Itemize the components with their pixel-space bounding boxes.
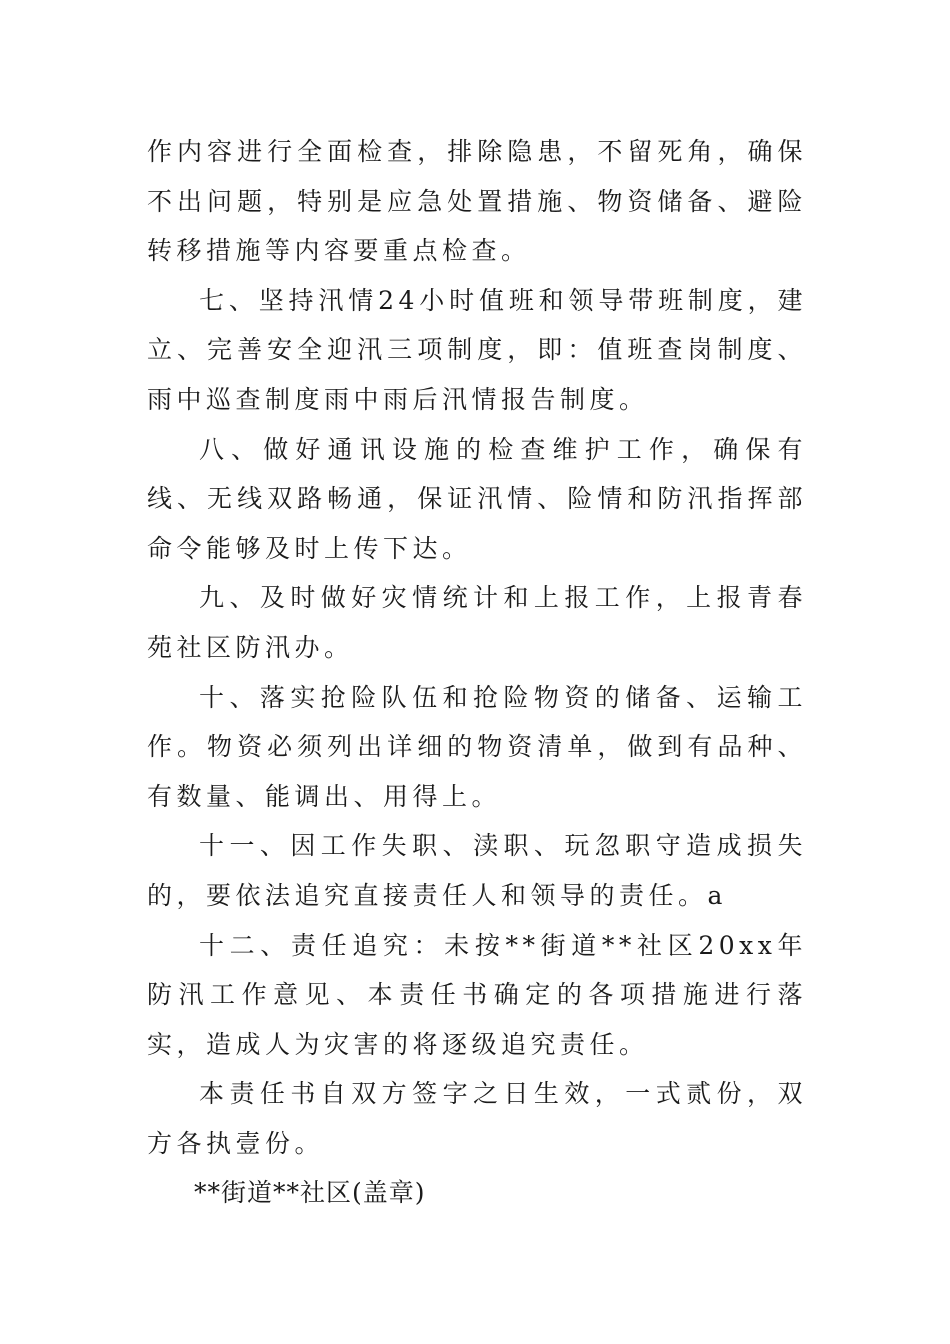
- document-body: [147, 127, 807, 1218]
- paragraph-item-9: 九、及时做好灾情统计和上报工作，上报青春苑社区防汛办。: [147, 583, 807, 662]
- paragraph-item-12: 十二、责任追究：未按**街道**社区20xx年防汛工作意见、本责任书确定的各项措施进行落实，造成人为灾害的将逐级追究责任。: [147, 930, 807, 1059]
- paragraph-effective-clause: 本责任书自双方签字之日生效，一式贰份，双方各执壹份。: [147, 1079, 807, 1158]
- paragraph-item-8: 八、做好通讯设施的检查维护工作，确保有线、无线双路畅通，保证汛情、险情和防汛指挥部命令能够及时上传下达。: [147, 434, 807, 563]
- paragraph-continuation: 作内容进行全面检查，排除隐患，不留死角，确保不出问题，特别是应急处置措施、物资储备、避险转移措施等内容要重点检查。: [147, 137, 807, 266]
- paragraph-item-7: 七、坚持汛情24小时值班和领导带班制度，建立、完善安全迎汛三项制度，即：值班查岗制度、雨中巡查制度雨中雨后汛情报告制度。: [147, 285, 807, 414]
- signature-line: **街道**社区(盖章): [194, 1178, 426, 1208]
- paragraph-item-11: 十一、因工作失职、渎职、玩忽职守造成损失的，要依法追究直接责任人和领导的责任。a: [147, 831, 807, 910]
- paragraph-item-10: 十、落实抢险队伍和抢险物资的储备、运输工作。物资必须列出详细的物资清单，做到有品种、有数量、能调出、用得上。: [147, 682, 807, 811]
